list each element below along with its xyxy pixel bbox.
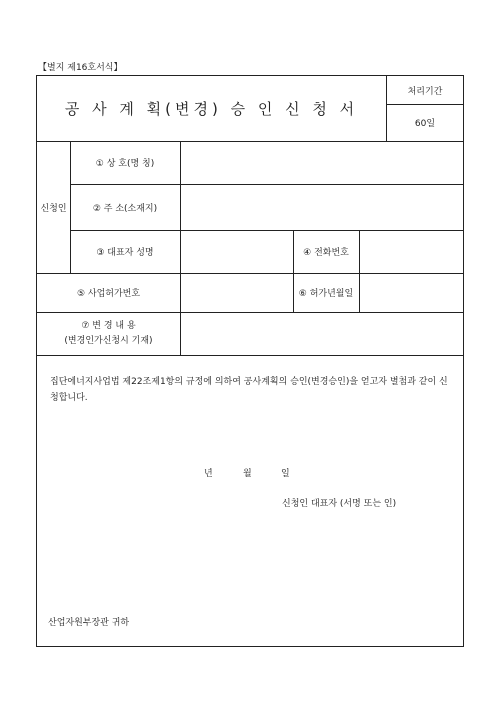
license-date-field[interactable] <box>360 273 464 312</box>
address-label: ② 주 소(소재지) <box>92 203 158 214</box>
applicant-label: 신청인 <box>40 203 67 214</box>
date-day: 일 <box>281 469 290 479</box>
trade-name-label: ① 상 호(명 칭) <box>95 159 155 169</box>
date-month: 월 <box>243 469 252 479</box>
change-content-title: ⑦ 변 경 내 용 <box>81 320 136 331</box>
address-field[interactable] <box>181 184 464 230</box>
addressee: 산업자원부장관 귀하 <box>48 618 130 628</box>
business-license-field[interactable] <box>181 273 293 312</box>
business-license-label: ⑤ 사업허가번호 <box>76 289 141 299</box>
phone-field[interactable] <box>360 230 464 273</box>
processing-period-label: 처리기간 <box>407 86 443 97</box>
form-number-label: 【별지 제16호서식】 <box>38 63 123 73</box>
application-form <box>36 75 464 647</box>
change-content-note: (변경인가신청시 기재) <box>64 335 153 346</box>
representative-label: ③ 대표자 성명 <box>96 248 154 258</box>
processing-period-value: 60일 <box>414 119 436 129</box>
divider <box>37 355 464 356</box>
representative-field[interactable] <box>181 230 293 273</box>
date-year: 년 <box>204 469 213 479</box>
trade-name-field[interactable] <box>181 141 464 184</box>
application-statement: 집단에너지사업법 제22조제1항의 규정에 의하여 공사계획의 승인(변경승인)을 얻고자 별첨과 같이 신청합니다. <box>50 377 448 403</box>
form-title: 공 사 계 획(변경) 승 인 신 청 서 <box>64 100 359 118</box>
phone-label: ④ 전화번호 <box>303 248 349 258</box>
applicant-signature: 신청인 대표자 (서명 또는 인) <box>282 499 397 509</box>
license-date-label: ⑥ 허가년월일 <box>298 289 354 299</box>
change-content-label <box>37 312 180 355</box>
change-content-field[interactable] <box>181 312 464 355</box>
